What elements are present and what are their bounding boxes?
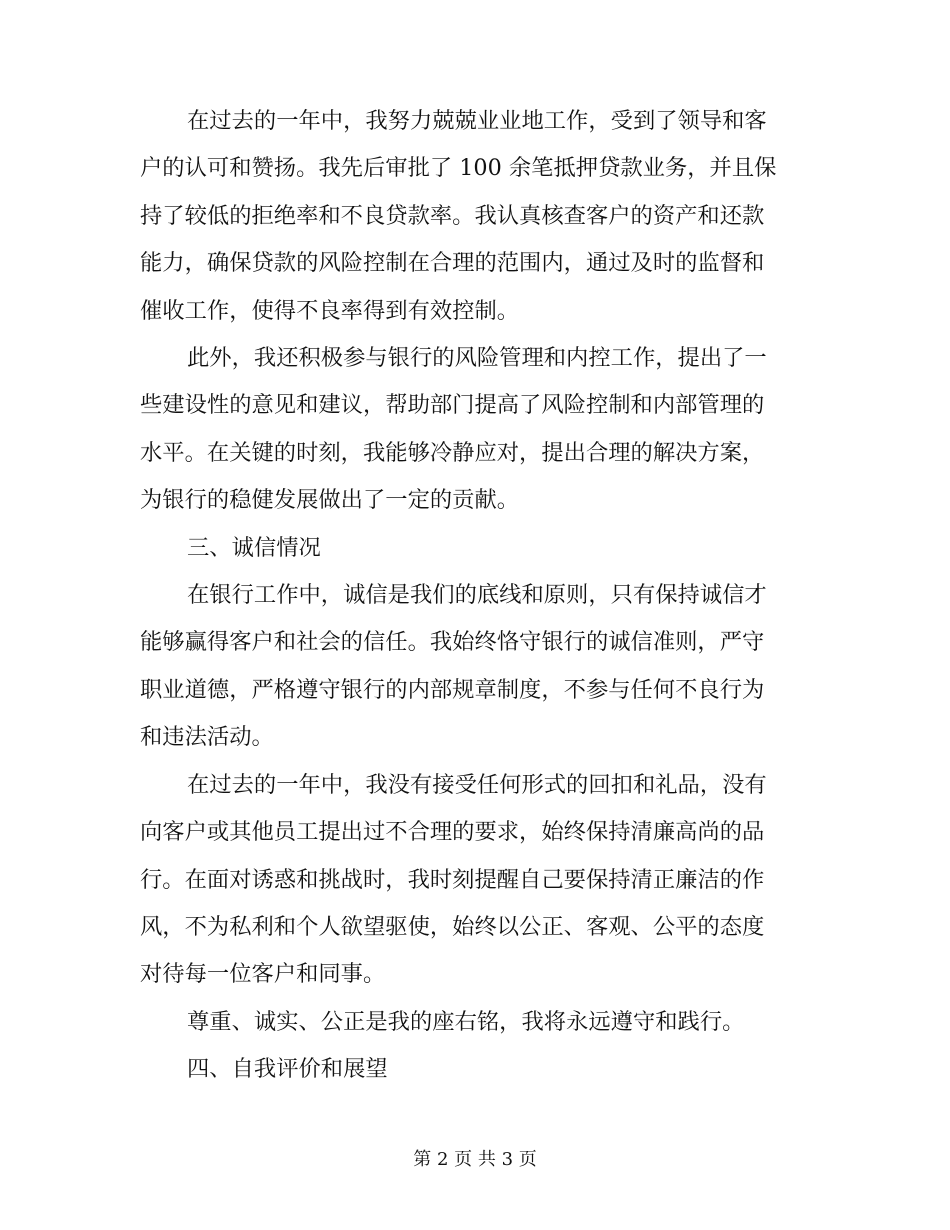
paragraph-integrity-conduct: 在过去的一年中，我没有接受任何形式的回扣和礼品，没有 向客户或其他员工提出过不合理的要求，始终保持清廉高尚的品 行。在面对诱惑和挑战时，我时刻提醒自己要保持清正廉洁的作 风，不为私利和个人欲望驱使，始终以公正、客观、公平的态度 对待每一位客户和同事。 — [140, 771, 767, 988]
paragraph-motto: 尊重、诚实、公正是我的座右铭，我将永远遵守和践行。 — [187, 1008, 745, 1035]
paragraph-integrity-principle: 在银行工作中，诚信是我们的底线和原则，只有保持诚信才 能够赢得客户和社会的信任。我始终恪守银行的诚信准则，严守 职业道德，严格遵守银行的内部规章制度，不参与任何不良行为 和违法活动。 — [140, 582, 767, 751]
section-heading-integrity: 三、诚信情况 — [187, 534, 321, 561]
paragraph-work-performance: 在过去的一年中，我努力兢兢业业地工作，受到了领导和客 户的认可和赞扬。我先后审批了 100 余笔抵押贷款业务，并且保 持了较低的拒绝率和不良贷款率。我认真核查客户的资产和还款 能力，确保贷款的风险控制在合理的范围内，通过及时的监督和 催收工作，使得不良率得到有效控制。 — [140, 108, 777, 324]
page-number-footer: 第 2 页 共 3 页 — [413, 1149, 537, 1170]
paragraph-risk-management: 此外，我还积极参与银行的风险管理和内控工作，提出了一 些建设性的意见和建议，帮助部门提高了风险控制和内部管理的 水平。在关键的时刻，我能够冷静应对，提出合理的解决方案， 为银行的稳健发展做出了一定的贡献。 — [140, 345, 767, 514]
section-heading-self-evaluation: 四、自我评价和展望 — [187, 1056, 388, 1083]
document-body — [140, 98, 800, 1094]
